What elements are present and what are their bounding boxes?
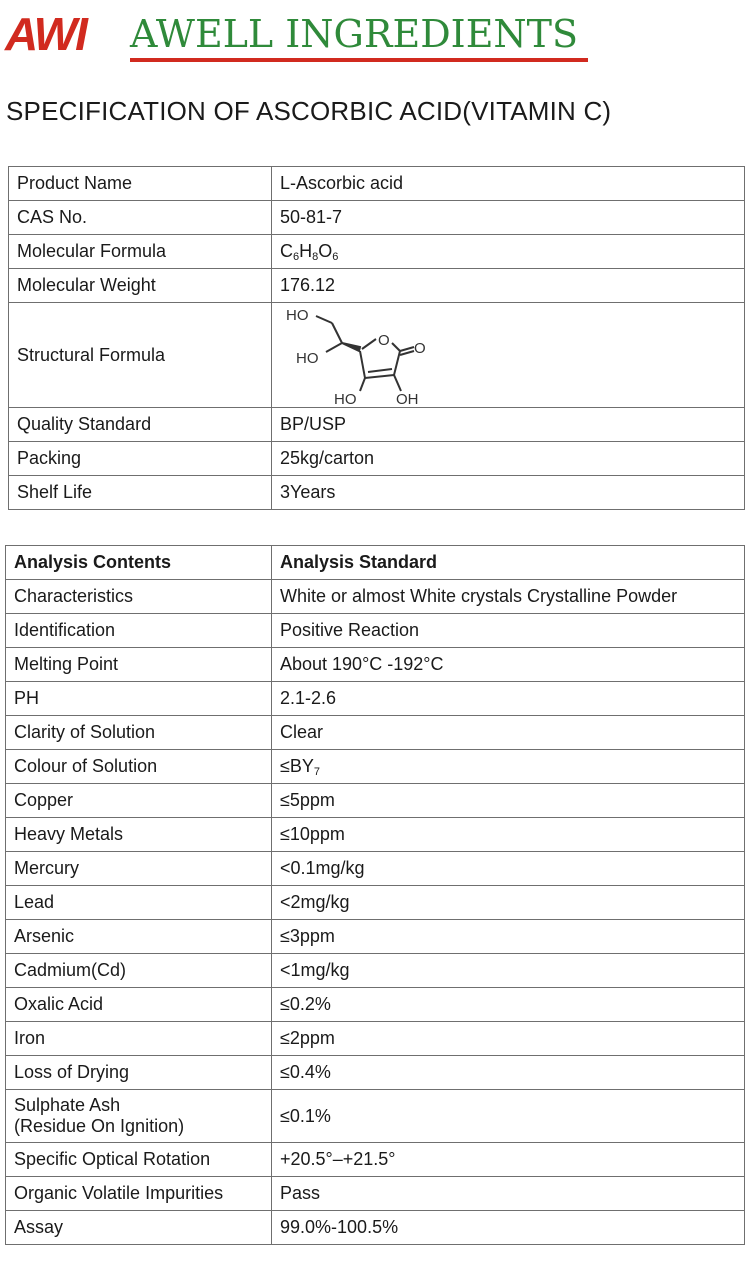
row-label-line1: Sulphate Ash: [14, 1095, 121, 1115]
header-analysis-standard: Analysis Standard: [272, 546, 745, 580]
structural-formula-diagram: [280, 303, 430, 407]
table-row: [6, 682, 745, 716]
row-label: Shelf Life: [9, 476, 272, 510]
row-value: 176.12: [272, 269, 745, 303]
ring-oxygen-label: O: [378, 332, 390, 349]
table-row: [6, 1177, 745, 1211]
row-label: Loss of Drying: [6, 1056, 272, 1090]
row-label: Cadmium(Cd): [6, 954, 272, 988]
table-row: [6, 1022, 745, 1056]
row-value: <2mg/kg: [272, 886, 745, 920]
row-value: Pass: [272, 1177, 745, 1211]
row-value: 2.1-2.6: [272, 682, 745, 716]
header-analysis-contents: Analysis Contents: [6, 546, 272, 580]
row-label: Molecular Weight: [9, 269, 272, 303]
ho-top-label: HO: [286, 307, 309, 324]
table-row: [6, 1211, 745, 1245]
row-label: Copper: [6, 784, 272, 818]
ho-bottom-left-label: HO: [334, 391, 357, 407]
table-row: [6, 614, 745, 648]
row-label: Assay: [6, 1211, 272, 1245]
table-row: [6, 1090, 745, 1143]
table-row: [9, 476, 745, 510]
row-label: Quality Standard: [9, 408, 272, 442]
table-row: [9, 269, 745, 303]
table-row: [9, 167, 745, 201]
row-label: Heavy Metals: [6, 818, 272, 852]
row-value: Clear: [272, 716, 745, 750]
row-value: <0.1mg/kg: [272, 852, 745, 886]
row-value: +20.5°–+21.5°: [272, 1143, 745, 1177]
logo-mark: AWI: [5, 8, 86, 60]
row-label: PH: [6, 682, 272, 716]
row-value: Positive Reaction: [272, 614, 745, 648]
row-value: ≤0.1%: [272, 1090, 745, 1143]
row-label: Arsenic: [6, 920, 272, 954]
row-label: Molecular Formula: [9, 235, 272, 269]
table-row: [6, 852, 745, 886]
row-label: Oxalic Acid: [6, 988, 272, 1022]
table-row: [6, 886, 745, 920]
table-row: [6, 580, 745, 614]
table-row: [9, 303, 745, 408]
logo-underline: [130, 58, 588, 62]
row-label: Product Name: [9, 167, 272, 201]
row-value: L-Ascorbic acid: [272, 167, 745, 201]
table-row: [6, 988, 745, 1022]
table-row: [6, 784, 745, 818]
company-logo: [5, 10, 595, 60]
table-row: [6, 1056, 745, 1090]
row-label: Organic Volatile Impurities: [6, 1177, 272, 1211]
row-label: Packing: [9, 442, 272, 476]
table-row: [9, 235, 745, 269]
row-label: Lead: [6, 886, 272, 920]
table-row: [6, 716, 745, 750]
row-value: White or almost White crystals Crystalline Powder: [272, 580, 745, 614]
table-row: [6, 1143, 745, 1177]
logo-company-name: AWELL INGREDIENTS: [130, 12, 579, 56]
row-value: <1mg/kg: [272, 954, 745, 988]
table-row: [6, 750, 745, 784]
colour-value: $\le BY_7$: [272, 750, 745, 784]
row-value: ≤5ppm: [272, 784, 745, 818]
row-label: Structural Formula: [9, 303, 272, 408]
row-label: Identification: [6, 614, 272, 648]
table-header-row: [6, 546, 745, 580]
table-row: [6, 648, 745, 682]
table-row: [9, 201, 745, 235]
row-value: ≤0.2%: [272, 988, 745, 1022]
row-label: CAS No.: [9, 201, 272, 235]
oh-bottom-right-label: OH: [396, 391, 419, 407]
row-value: About 190°C -192°C: [272, 648, 745, 682]
page-title: SPECIFICATION OF ASCORBIC ACID(VITAMIN C): [6, 96, 612, 126]
table-row: [6, 920, 745, 954]
structural-formula-cell: [272, 303, 745, 408]
analysis-table: [5, 545, 745, 1245]
molecular-formula-value: $C_6H_8O_6$: [272, 235, 745, 269]
row-label-line2: (Residue On Ignition): [14, 1116, 185, 1136]
row-label: Colour of Solution: [6, 750, 272, 784]
row-value: ≤2ppm: [272, 1022, 745, 1056]
row-value: ≤10ppm: [272, 818, 745, 852]
row-label: Specific Optical Rotation: [6, 1143, 272, 1177]
row-label: Mercury: [6, 852, 272, 886]
table-row: [9, 408, 745, 442]
row-label: Iron: [6, 1022, 272, 1056]
table-row: [9, 442, 745, 476]
row-value: 25kg/carton: [272, 442, 745, 476]
table-row: [6, 818, 745, 852]
table-row: [6, 954, 745, 988]
ho-left-label: HO: [296, 350, 319, 367]
row-value: ≤0.4%: [272, 1056, 745, 1090]
row-value: 99.0%-100.5%: [272, 1211, 745, 1245]
row-value: 3Years: [272, 476, 745, 510]
row-value: ≤3ppm: [272, 920, 745, 954]
row-value: 50-81-7: [272, 201, 745, 235]
row-label: Clarity of Solution: [6, 716, 272, 750]
row-label: [6, 1090, 272, 1143]
carbonyl-oxygen-label: O: [414, 340, 426, 357]
row-label: Characteristics: [6, 580, 272, 614]
row-label: Melting Point: [6, 648, 272, 682]
row-value: BP/USP: [272, 408, 745, 442]
product-info-table: [8, 166, 745, 510]
